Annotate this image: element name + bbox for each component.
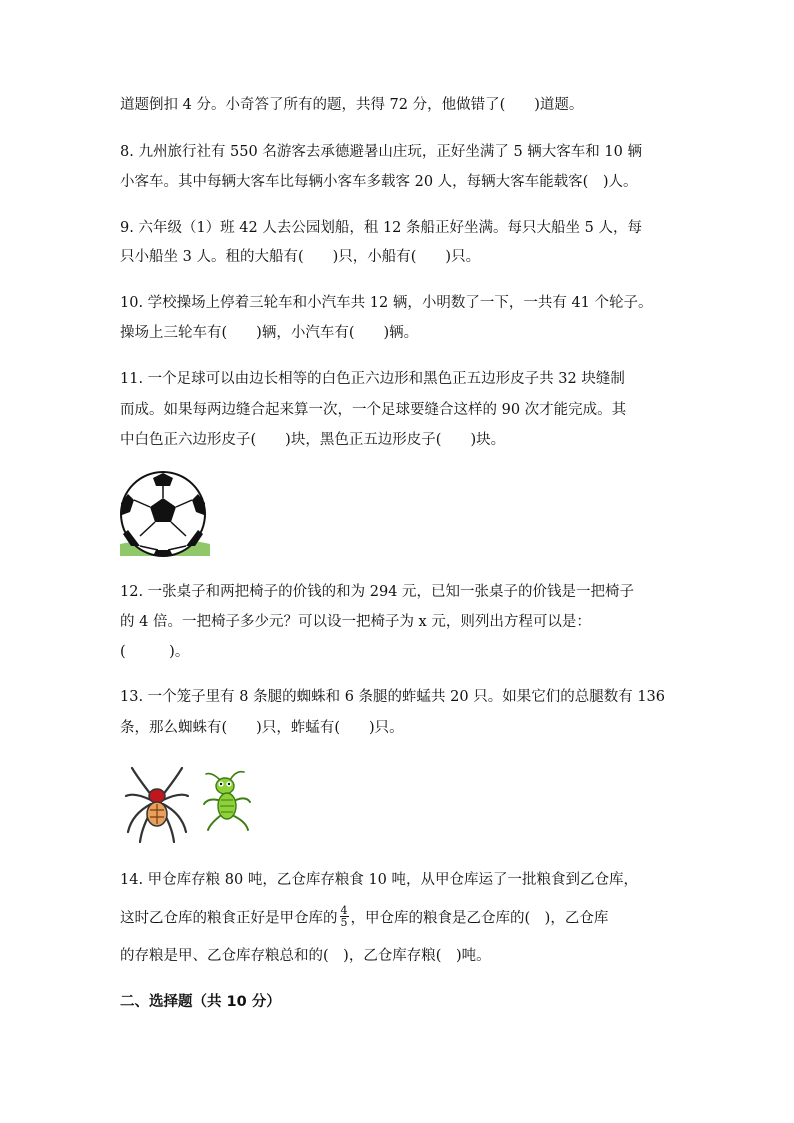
fraction-four-fifths	[340, 905, 349, 928]
q14-line-2	[120, 904, 609, 930]
q12-line-1: 12. 一张桌子和两把椅子的价钱的和为 294 元，已知一张桌子的价钱是一把椅子	[120, 584, 635, 600]
q10-line-2: 操场上三轮车有( )辆，小汽车有( )辆。	[120, 325, 419, 341]
q12-line-3: ( )。	[120, 644, 190, 660]
spider-icon	[124, 766, 190, 848]
q11-line-2: 而成。如果每两边缝合起来算一次，一个足球要缝合这样的 90 次才能完成。其	[120, 402, 627, 418]
q9-line-1: 9. 六年级（1）班 42 人去公园划船，租 12 条船正好坐满。每只大船坐 5 人，每	[120, 220, 642, 236]
q12-line-2: 的 4 倍。一把椅子多少元？可以设一把椅子为 x 元，则列出方程可以是：	[120, 614, 591, 630]
q14-line-1: 14. 甲仓库存粮 80 吨，乙仓库存粮食 10 吨，从甲仓库运了一批粮食到乙仓库，	[120, 872, 639, 888]
q13-line-2: 条，那么蜘蛛有( )只，蚱蜢有( )只。	[120, 720, 404, 736]
fraction-denominator: 5	[340, 916, 348, 929]
q9-line-2: 只小船坐 3 人。租的大船有( )只，小船有( )只。	[120, 249, 481, 265]
fraction-numerator: 4	[340, 904, 348, 917]
q11-line-3: 中白色正六边形皮子( )块，黑色正五边形皮子( )块。	[120, 432, 506, 448]
q8-line-2: 小客车。其中每辆大客车比每辆小客车多载客 20 人，每辆大客车能载客( )人。	[120, 174, 638, 190]
grasshopper-icon	[202, 770, 254, 836]
soccer-ball-icon	[118, 470, 212, 562]
q13-line-1: 13. 一个笼子里有 8 条腿的蜘蛛和 6 条腿的蚱蜢共 20 只。如果它们的总腿数有 136	[120, 689, 666, 705]
section-heading-choice: 二、选择题（共 10 分）	[120, 994, 281, 1010]
q14-line-3: 的存粮是甲、乙仓库存粮总和的( )，乙仓库存粮( )吨。	[120, 948, 491, 964]
q7-continuation: 道题倒扣 4 分。小奇答了所有的题，共得 72 分，他做错了( )道题。	[120, 97, 584, 113]
q8-line-1: 8. 九州旅行社有 550 名游客去承德避暑山庄玩，正好坐满了 5 辆大客车和 10 辆	[120, 144, 642, 160]
q14-line-2-pre: 这时乙仓库的粮食正好是甲仓库的	[120, 910, 338, 927]
q11-line-1: 11. 一个足球可以由边长相等的白色正六边形和黑色正五边形皮子共 32 块缝制	[120, 371, 625, 387]
q14-line-2-post: ，甲仓库的粮食是乙仓库的( )，乙仓库	[350, 910, 609, 927]
q10-line-1: 10. 学校操场上停着三轮车和小汽车共 12 辆，小明数了一下，一共有 41 个轮子。	[120, 295, 653, 311]
